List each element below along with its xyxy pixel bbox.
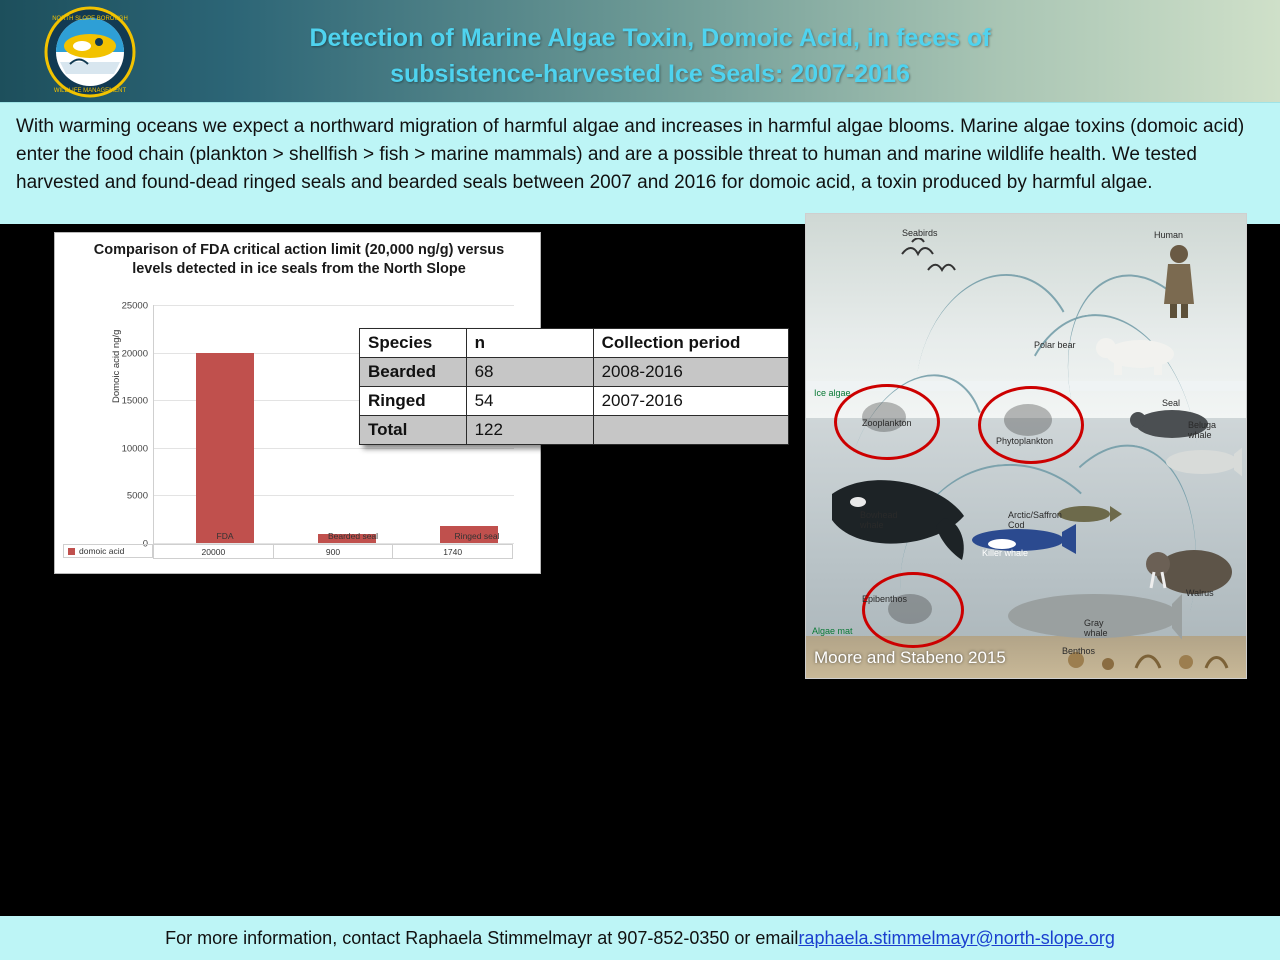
- cell-period-ringed: 2007-2016: [593, 387, 788, 416]
- column-header-collection-period: Collection period: [593, 329, 788, 358]
- label-human: Human: [1154, 230, 1184, 240]
- chart-value-table: [153, 544, 513, 559]
- label-ice-algae: Ice algae: [814, 388, 851, 398]
- label-walrus: Walrus: [1186, 588, 1214, 598]
- chart-legend: [63, 544, 153, 558]
- y-tick-label: 10000: [121, 443, 148, 455]
- label-zooplankton: Zooplankton: [862, 418, 912, 428]
- table-header-row: [360, 329, 789, 358]
- intro-paragraph: With warming oceans we expect a northward migration of harmful algae and increases in harmful algae blooms. Marine algae toxins (domoic acid) enter the food chain (plankton > shellfish > fish > marine mammals) and are a possible threat to human and marine wildlife health. We tested harvested and found-dead ringed seals and bearded seals between 2007 and 2016 for domoic acid, a toxin produced by harmful algae.: [16, 116, 1245, 193]
- bar-fda: [196, 353, 254, 543]
- y-tick-label: 0: [142, 538, 148, 550]
- label-gray-whale: Gray whale: [1084, 618, 1108, 638]
- species-summary-table: [359, 328, 789, 445]
- legend-series-label: domoic acid: [79, 546, 125, 556]
- cell-n-bearded: 68: [466, 358, 593, 387]
- label-beluga-whale: Beluga whale: [1188, 420, 1217, 440]
- polar-bear-silhouette-icon: [1092, 332, 1184, 376]
- chart-y-axis-label: Domoic acid ng/g: [111, 329, 122, 403]
- y-tick-label: 5000: [126, 490, 148, 502]
- x-tick-label-ringed: Ringed seal: [454, 531, 500, 541]
- y-tick-label: 20000: [121, 348, 148, 360]
- cell-period-total: [593, 416, 788, 445]
- page-title: [180, 20, 1120, 92]
- label-bowhead-whale: Bowhead whale: [860, 510, 898, 530]
- slide-header: [0, 0, 1280, 102]
- chart-value-bearded: 900: [273, 545, 393, 559]
- title-line-1: Detection of Marine Algae Toxin, Domoic Acid, in feces of: [309, 24, 991, 52]
- label-seal: Seal: [1162, 398, 1181, 408]
- intro-text-band: [0, 102, 1280, 224]
- y-tick-label: 25000: [121, 300, 148, 312]
- table-row: [360, 387, 789, 416]
- table-row: [360, 416, 789, 445]
- chart-value-fda: 20000: [154, 545, 274, 559]
- label-killer-whale: Killer whale: [982, 548, 1029, 558]
- label-arctic-cod: Arctic/Saffron Cod: [1008, 510, 1062, 530]
- y-tick-label: 15000: [121, 395, 148, 407]
- svg-text:WILDLIFE MANAGEMENT: WILDLIFE MANAGEMENT: [53, 88, 127, 94]
- beluga-whale-silhouette-icon: [1162, 442, 1242, 486]
- column-header-n: n: [466, 329, 593, 358]
- label-phytoplankton: Phytoplankton: [996, 436, 1054, 446]
- cell-n-ringed: 54: [466, 387, 593, 416]
- x-tick-label-bearded: Bearded seal: [327, 531, 379, 541]
- gridline: [121, 300, 514, 312]
- svg-text:NORTH SLOPE BOROUGH: NORTH SLOPE BOROUGH: [52, 16, 128, 22]
- title-line-2: subsistence-harvested Ice Seals: 2007-2016: [390, 60, 910, 88]
- chart-title: Comparison of FDA critical action limit (20,000 ng/g) versus levels detected in ice seals from the North Slope: [93, 242, 505, 277]
- cell-n-total: 122: [466, 416, 593, 445]
- chart-value-ringed: 1740: [393, 545, 513, 559]
- x-tick-label-fda: FDA: [216, 531, 234, 541]
- seabirds-silhouette-icon: [898, 238, 968, 278]
- contact-email-link[interactable]: raphaela.stimmelmayr@north-slope.org: [798, 927, 1115, 948]
- cell-period-bearded: 2008-2016: [593, 358, 788, 387]
- cell-species-bearded: Bearded: [360, 358, 467, 387]
- north-slope-borough-logo: [36, 6, 144, 98]
- cell-species-ringed: Ringed: [360, 387, 467, 416]
- label-benthos: Benthos: [1062, 646, 1096, 656]
- legend-color-swatch-icon: [68, 548, 75, 555]
- column-header-species: Species: [360, 329, 467, 358]
- table-row: [154, 545, 513, 559]
- table-row: [360, 358, 789, 387]
- label-seabirds: Seabirds: [902, 228, 938, 238]
- label-polar-bear: Polar bear: [1034, 340, 1076, 350]
- arctic-food-web-figure: [805, 213, 1247, 679]
- human-silhouette-icon: [1158, 242, 1200, 320]
- cell-species-total: Total: [360, 416, 467, 445]
- contact-footer: [0, 916, 1280, 960]
- label-epibenthos: Epibenthos: [862, 594, 908, 604]
- phytoplankton-cluster: [1004, 404, 1052, 436]
- figure-credit: Moore and Stabeno 2015: [814, 648, 1006, 667]
- footer-text: For more information, contact Raphaela Stimmelmayr at 907-852-0350 or email: [165, 927, 799, 948]
- label-algae-mat: Algae mat: [812, 626, 853, 636]
